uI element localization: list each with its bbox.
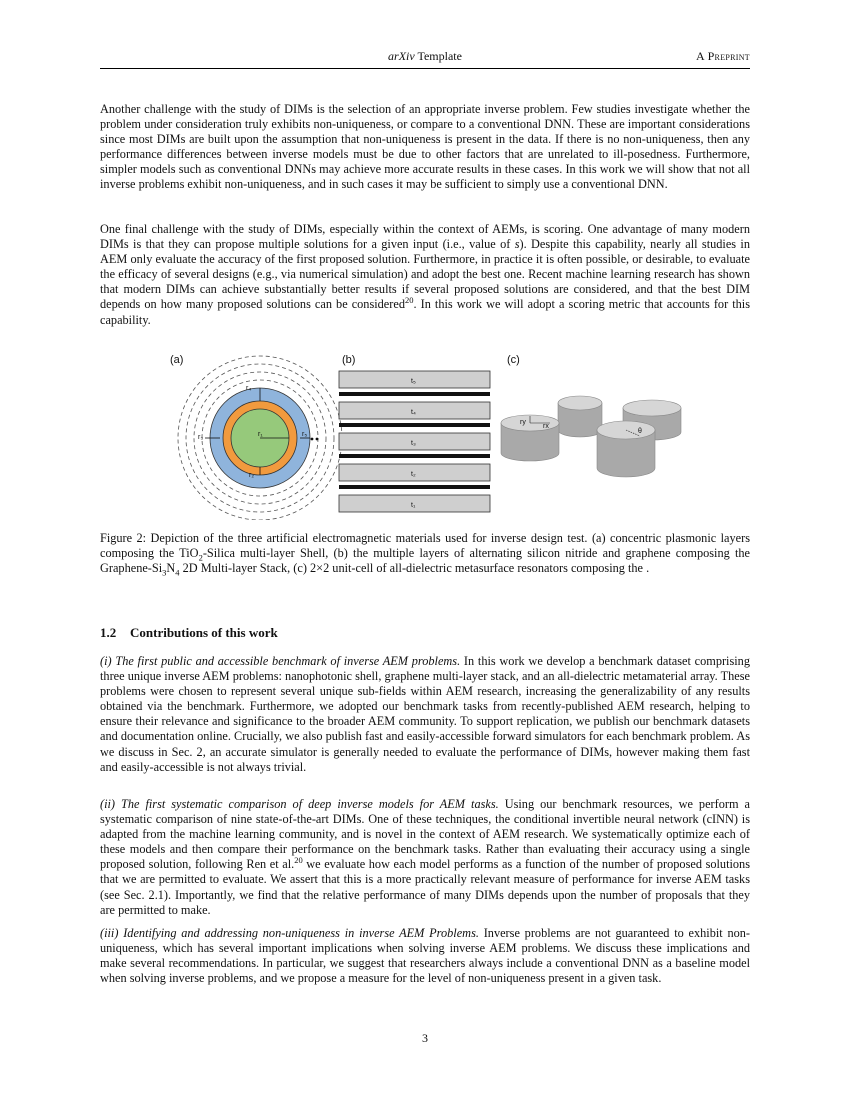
figure-2-graphic — [160, 348, 700, 520]
paragraph-contribution-2 — [100, 797, 750, 918]
contribution-3-text: Inverse problems are not guaranteed to exhibit non-uniqueness, which has several important implications when solving inverse AEM problems. We discuss these implications and make several recommendations. In particular, we suggest that researchers always include a conventional DNN as a baseline model when solving inverse problems, and we propose a measure for the level of non-uniqueness present in a given task. — [100, 926, 751, 986]
citation-ref[interactable]: 20 — [404, 295, 414, 306]
caption-text-b: -Silica multi-layer Shell, (b) the multiple layers of alternating silicon nitride and graphene composing the Graphene-Si — [100, 546, 750, 576]
paragraph-scoring-challenge — [100, 222, 750, 328]
paragraph-contribution-3 — [100, 926, 750, 986]
figure-2 — [160, 348, 700, 520]
citation-ref[interactable]: 20 — [294, 855, 303, 866]
metasurface-diagram — [501, 396, 681, 477]
caption-text-d: 2D Multi-layer Stack, (c) 2×2 unit-cell of all-dielectric metasurface resonators composing the . — [179, 561, 650, 576]
multilayer-stack-diagram — [339, 371, 490, 512]
p2-text-b: ). Despite this capability, nearly all studies in AEM only evaluate the accuracy of the first proposed solution. Furthermore, in practice it is often possible, or desirable, to evaluate the efficacy of several designs (e.g., via numerical simulation) and adopt the best one. Recent machine learning research has shown that modern DIMs can achieve substantially better results if several proposed solutions are considered, and that the best DIM depends on how many proposed solutions can be considered — [100, 237, 750, 312]
p2-text-c: . In this work we will adopt a scoring metric that accounts for this capability. — [100, 297, 750, 327]
section-title: Contributions of this work — [130, 625, 278, 640]
panel-b-label: (b) — [342, 354, 356, 366]
header-title — [100, 49, 750, 64]
caption-sub-1: 2 — [198, 552, 203, 563]
layer-label-t2: t₂ — [411, 471, 416, 478]
p2-variable: s — [514, 237, 520, 252]
shell-diagram — [178, 356, 342, 520]
contribution-2-text-b: we evaluate how each model performs as a function of the number of proposed solutions that we are permitted to evaluate. We assert that this is a more practically relevant measure of performance for inverse AEM tasks (see Sec. 2.1). Importantly, we find that the relative performance of many DIMs depends upon the number of proposals that they are permitted to make. — [100, 857, 750, 917]
label-r4: r₄ — [246, 385, 252, 392]
header-title-italic: arXiv — [388, 49, 415, 63]
layer-label-t1: t₁ — [411, 502, 416, 509]
contribution-2-text-a: Using our benchmark resources, we perform a systematic comparison of nine state-of-the-art DIMs. One of these techniques, the conditional invertible neural network (cINN) is adapted from the machine learning community, and is novel in the context of AEM research. We systematically optimize each of these models and then compare their performance on the benchmark tasks. Rather than evaluating their accuracy using a single proposed solution, following Ren et al. — [100, 797, 750, 872]
label-r3: r₃ — [198, 434, 204, 441]
layer-label-t4: t₄ — [411, 409, 416, 416]
panel-c-label: (c) — [507, 354, 520, 366]
label-ry: ry — [520, 419, 526, 426]
contribution-1-title: (i) The first public and accessible benchmark of inverse AEM problems. — [100, 654, 461, 668]
label-rx: rx — [543, 423, 549, 430]
layer-label-t5: t₅ — [411, 378, 416, 385]
header-preprint-label: A Preprint — [695, 49, 750, 63]
section-number: 1.2 — [100, 625, 117, 640]
page-number: 3 — [422, 1031, 428, 1045]
caption-text-c: N — [166, 561, 176, 576]
caption-sub-3: 4 — [175, 567, 180, 578]
header-title-rest: Template — [414, 49, 462, 63]
layer-label-t3: t₃ — [411, 440, 416, 447]
label-r1: r₁ — [258, 431, 263, 438]
contribution-3-title: (iii) Identifying and addressing non-uniqueness in inverse AEM Problems. — [100, 926, 479, 940]
label-r2: r₂ — [249, 472, 255, 479]
section-heading — [100, 625, 278, 641]
running-header — [100, 48, 750, 69]
p2-text-a: One final challenge with the study of DIMs, especially within the context of AEMs, is scoring. One advantage of many modern DIMs is that they can propose multiple solutions for a given input (i.e., value of — [100, 222, 750, 252]
caption-text-a: Figure 2: Depiction of the three artificial electromagnetic materials used for inverse design test. (a) concentric plasmonic layers composing the TiO — [100, 531, 750, 561]
paragraph-dim-challenge: Another challenge with the study of DIMs is the selection of an appropriate inverse problem. Few studies investigate whether the problem under consideration truly exhibits non-uniqueness, or compare to a conventional DNN. These are important considerations since most DIMs are built upon the assumption that non-uniqueness is present in the data. If there is no non-uniqueness, then any performance differences between inverse models must be due to other factors that are unrelated to ill-posedness. Furthermore, simpler models such as conventional DNNs may achieve more accurate results in these cases. In this work we will show that not all inverse problems exhibit non-uniqueness, and in such cases it may be sufficient to simply use a conventional DNN. — [100, 102, 750, 192]
caption-sub-2: 3 — [162, 567, 167, 578]
figure-2-caption — [100, 531, 750, 576]
label-r5: r₅ — [302, 431, 308, 438]
label-theta: θ — [638, 428, 642, 435]
contribution-1-text: In this work we develop a benchmark dataset comprising three unique inverse AEM problems: nanophotonic shell, graphene multi-layer stack, and an all-dielectric metamaterial array. These problems were chosen to represent several unique sub-fields within AEM research, increasing the generalizability of any results obtained via the benchmark. Furthermore, we adopted our benchmark tasks from recently-published AEM research, helping to ensure their relevance and significance to the broader AEM community. To support replication, we publish our benchmark datasets and documentation online. Crucially, we also publish fast and easily-accessible forward simulators for each benchmark problem. As we discuss in Sec. 2, an accurate simulator is generally needed to evaluate the performance of DIMs, however making them fast and easily-accessible is not always trivial. — [100, 654, 750, 774]
panel-a-label: (a) — [170, 354, 184, 366]
paragraph-contribution-1 — [100, 654, 750, 775]
contribution-2-title: (ii) The first systematic comparison of deep inverse models for AEM tasks. — [100, 797, 499, 811]
